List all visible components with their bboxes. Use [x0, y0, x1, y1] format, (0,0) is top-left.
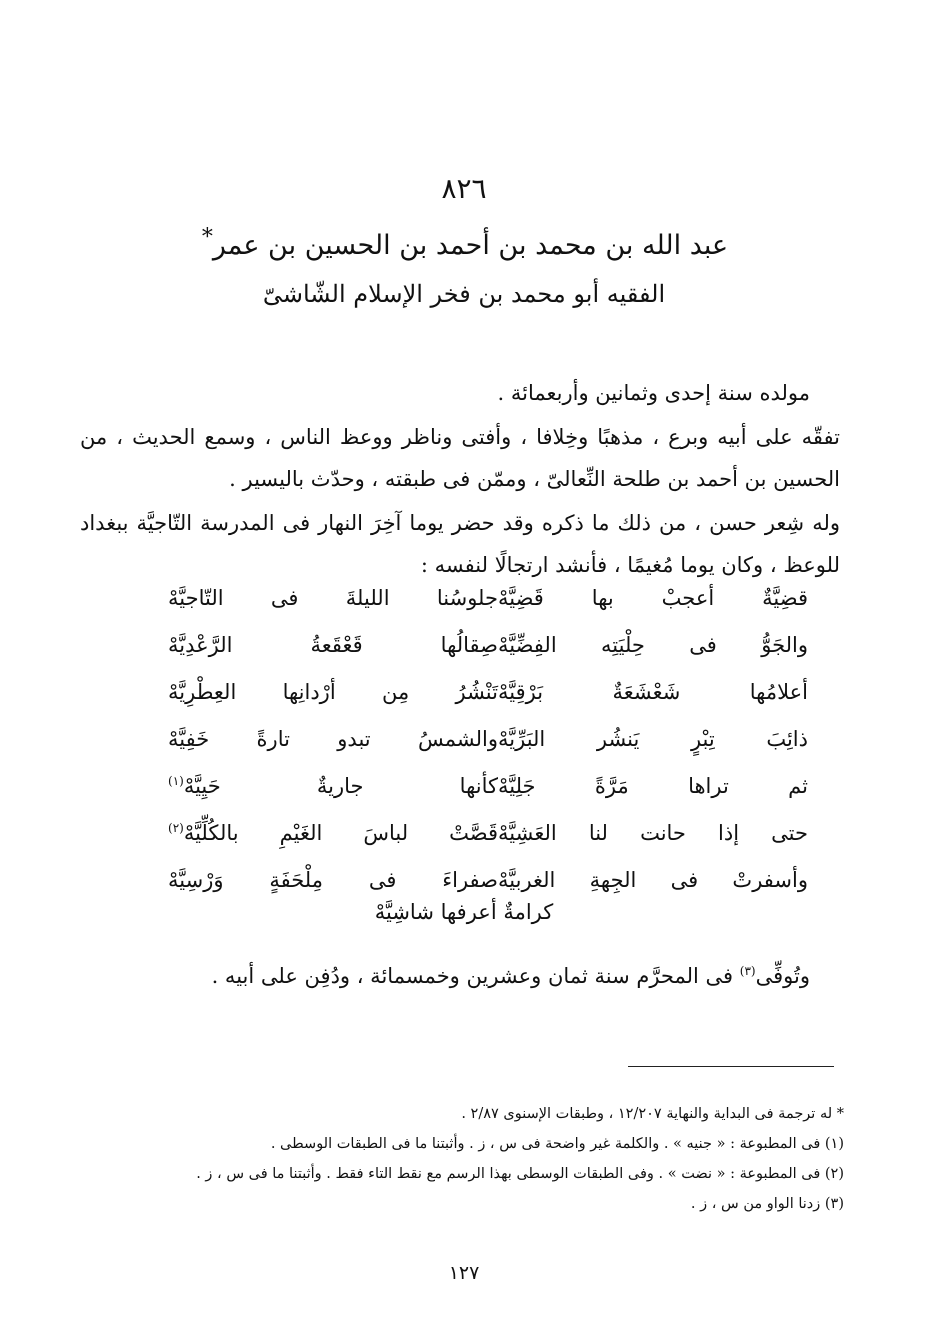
entry-number: ٨٢٦: [441, 172, 487, 205]
verse-second-hemistich-text: والشمسُ تبدو تارةً خَفِيَّهْ: [168, 727, 498, 751]
footnote-divider: [628, 1066, 834, 1067]
poem-verse: [148, 680, 838, 727]
poem-closing-line: كرامةٌ أعرفها شاشِيَّهْ: [374, 900, 554, 924]
verse-second-hemistich-text: صفراءَ فى مِلْحَفَةٍ وَرْسِيَّهْ: [168, 868, 498, 892]
verse-first-hemistich: وأسفرتْ فى الجِهةِ الغربيَّهْ: [498, 868, 808, 892]
death-paragraph: [110, 950, 810, 997]
verse-second-hemistich: [168, 821, 498, 845]
verse-second-hemistich-text: كأنها جاريةٌ حَيِيَّهْ: [183, 774, 498, 798]
page-number: ١٢٧: [448, 1262, 480, 1284]
verse-first-hemistich: ذائِبَ تِبْرٍ يَنشُر البَرِّيَّهْ: [498, 727, 808, 751]
verse-second-hemistich: [168, 774, 498, 798]
death-text: وتُوفِّى: [755, 964, 810, 988]
verse-second-hemistich-text: جلوسُنا الليلةَ فى التّاجيَّهْ: [168, 586, 498, 610]
verse-second-hemistich: [168, 680, 498, 704]
poem-verse: [148, 633, 838, 680]
verse-first-hemistich: حتى إذا حانت لنا العَشِيَّهْ: [498, 821, 808, 845]
verse-first-hemistich: أعلامُها شَعْشَعَةٌ بَرْقِيَّهْ: [498, 680, 808, 704]
verse-second-hemistich-text: قَصَّتْ لباسَ الغَيْمِ بالكُلِّيَّهْ: [183, 821, 498, 845]
verse-first-hemistich: ثم تراها مَرَّةً جَلِيَّهْ: [498, 774, 808, 798]
poem-verse: [148, 774, 838, 821]
poem-verse: [148, 586, 838, 633]
footnote-ref-1: (١): [168, 774, 184, 788]
verse-second-hemistich-text: تَنْشُرُ مِن أرْدانِها العِطْرِيَّهْ: [168, 680, 498, 704]
verse-second-hemistich-text: صِقالُها قَعْقَعةُ الرَّعْدِيَّهْ: [168, 633, 498, 657]
footnote: (١) فى المطبوعة : « جنيه » . والكلمة غير واضحة فى س ، ز . وأثبتنا ما فى الطبقات الوسطى .: [270, 1136, 844, 1152]
poetry-intro-paragraph: وله شِعر حسن ، من ذلك ما ذكره وقد حضر يوما آخِرَ النهار فى المدرسة التّاجيَّة ببغداد للوعظ ، وكان يوما مُغيمًا ، فأنشد ارتجالًا لنفسه :: [80, 511, 840, 577]
verse-second-hemistich: [168, 868, 498, 892]
poem-verse: [148, 727, 838, 774]
study-paragraph: تفقّه على أبيه وبرع ، مذهبًا وخِلافا ، وأفتى وناظر ووعظ الناس ، وسمع الحديث ، من الحسين بن أحمد بن طلحة النِّعالىّ ، وممّن فى طبقته ، وحدّث باليسير .: [80, 425, 840, 491]
verse-first-hemistich: والجَوُّ فى حِلْيَتِه الفِضِّيَّهْ: [498, 633, 808, 657]
poem: [148, 586, 838, 915]
footnote: (٢) فى المطبوعة : « نضت » . وفى الطبقات الوسطى بهذا الرسم مع نقط التاء فقط . وأثبتنا ما فى س ، ز .: [196, 1166, 844, 1182]
footnote-ref-3: (٣): [739, 964, 756, 978]
footnotes: [84, 1100, 844, 1220]
birth-paragraph: مولده سنة إحدى وثمانين وأربعمائة .: [497, 381, 810, 405]
title-footnote-marker: *: [201, 225, 213, 250]
verse-first-hemistich: قضِيَّةٌ أعجبْ بها قَضِيَّهْ: [498, 586, 808, 610]
verse-second-hemistich: [168, 633, 498, 657]
entry-subtitle: الفقيه أبو محمد بن فخر الإسلام الشّاشىّ: [262, 280, 666, 308]
death-rest: فى المحرَّم سنة ثمان وعشرين وخمسمائة ، ودُفِن على أبيه .: [211, 964, 734, 988]
footnote-ref-2: (٢): [168, 821, 184, 835]
entry-title: [0, 225, 928, 261]
verse-second-hemistich: [168, 586, 498, 610]
verse-second-hemistich: [168, 727, 498, 751]
poem-verse: [148, 821, 838, 868]
entry-title-text: عبد الله بن محمد بن أحمد بن الحسين بن عمر: [212, 230, 729, 261]
footnote: * له ترجمة فى البداية والنهاية ١٢/٢٠٧ ، وطبقات الإسنوى ٢/٨٧ .: [461, 1106, 844, 1122]
footnote: (٣) زدنا الواو من س ، ز .: [690, 1196, 844, 1212]
